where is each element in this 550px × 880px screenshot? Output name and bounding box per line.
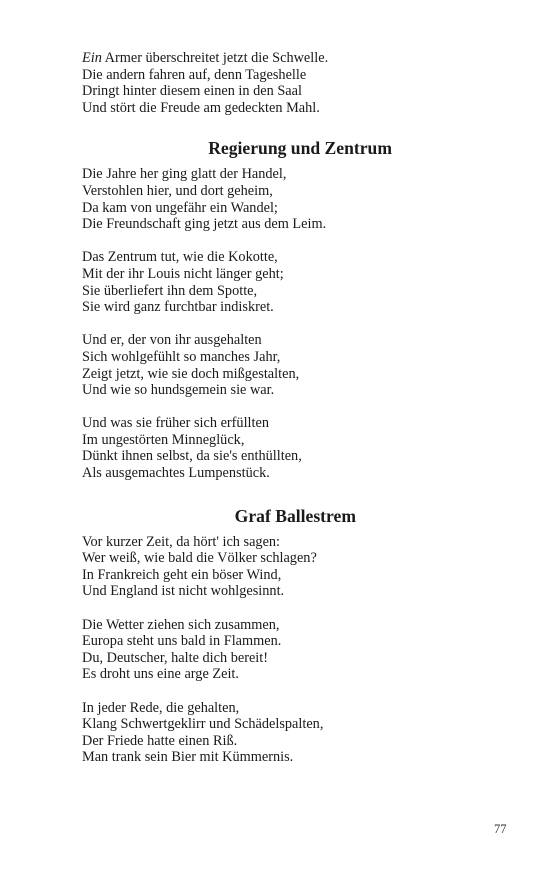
page-body: [82, 50, 392, 766]
stanza: [82, 617, 392, 683]
verse-line: In jeder Rede, die gehalten,: [82, 699, 240, 716]
stanza: [82, 534, 392, 600]
verse-line: Dünkt ihnen selbst, da sie's enthüllten,: [82, 448, 302, 465]
emphasis: Ein: [82, 50, 102, 66]
verse-line: Sich wohlgefühlt so manches Jahr,: [82, 348, 281, 365]
verse-line: Ein Armer überschreitet jetzt die Schwelle.: [82, 50, 329, 66]
stanza: [82, 249, 392, 315]
stanza: [82, 332, 392, 398]
verse-line: In Frankreich geht ein böser Wind,: [82, 566, 282, 583]
verse-line: Sie überliefert ihn dem Spotte,: [82, 282, 258, 299]
verse-line: Die Freundschaft ging jetzt aus dem Leim.: [82, 216, 327, 233]
verse-line: Als ausgemachtes Lumpenstück.: [82, 465, 270, 482]
verse-line: Und England ist nicht wohlgesinnt.: [82, 583, 285, 600]
stanza: [82, 166, 392, 232]
page-number: 77: [494, 822, 507, 836]
verse-line: Sie wird ganz furchtbar indiskret.: [82, 299, 274, 316]
verse-line: Die andern fahren auf, denn Tageshelle: [82, 66, 307, 83]
verse-line: Da kam von ungefähr ein Wandel;: [82, 199, 278, 216]
stanza: [82, 415, 392, 481]
poem-regierung-und-zentrum: [82, 166, 392, 481]
verse-line: Und wie so hundsgemein sie war.: [82, 382, 275, 399]
verse-line: Vor kurzer Zeit, da hört' ich sagen:: [82, 533, 281, 550]
verse-line: Man trank sein Bier mit Kümmernis.: [82, 749, 294, 766]
verse-line: Und er, der von ihr ausgehalten: [82, 332, 262, 349]
verse-line: Und was sie früher sich erfüllten: [82, 415, 269, 432]
poem-title: Regierung und Zentrum: [208, 138, 392, 159]
verse-line: Die Wetter ziehen sich zusammen,: [82, 616, 280, 633]
verse-line: Mit der ihr Louis nicht länger geht;: [82, 265, 284, 282]
verse-line: Und stört die Freude am gedeckten Mahl.: [82, 99, 320, 116]
stanza: [82, 700, 392, 766]
verse-line: Wer weiß, wie bald die Völker schlagen?: [82, 550, 317, 567]
poem-title: Graf Ballestrem: [234, 505, 356, 526]
verse-line: Im ungestörten Minneglück,: [82, 431, 245, 448]
verse-line: Zeigt jetzt, wie sie doch mißgestalten,: [82, 365, 300, 382]
poem-graf-ballestrem: [82, 534, 392, 766]
verse-line: Das Zentrum tut, wie die Kokotte,: [82, 249, 278, 266]
verse-line: Klang Schwertgeklirr und Schädelspalten,: [82, 716, 324, 733]
verse-line: Dringt hinter diesem einen in den Saal: [82, 83, 302, 100]
verse-line: Verstohlen hier, und dort geheim,: [82, 182, 273, 199]
verse-line: Die Jahre her ging glatt der Handel,: [82, 166, 287, 183]
intro-stanza: [82, 50, 392, 116]
verse-line: Es droht uns eine arge Zeit.: [82, 666, 239, 683]
verse-line: Du, Deutscher, halte dich bereit!: [82, 649, 269, 666]
verse-line: Der Friede hatte einen Riß.: [82, 732, 238, 749]
verse-line: Europa steht uns bald in Flammen.: [82, 633, 282, 650]
